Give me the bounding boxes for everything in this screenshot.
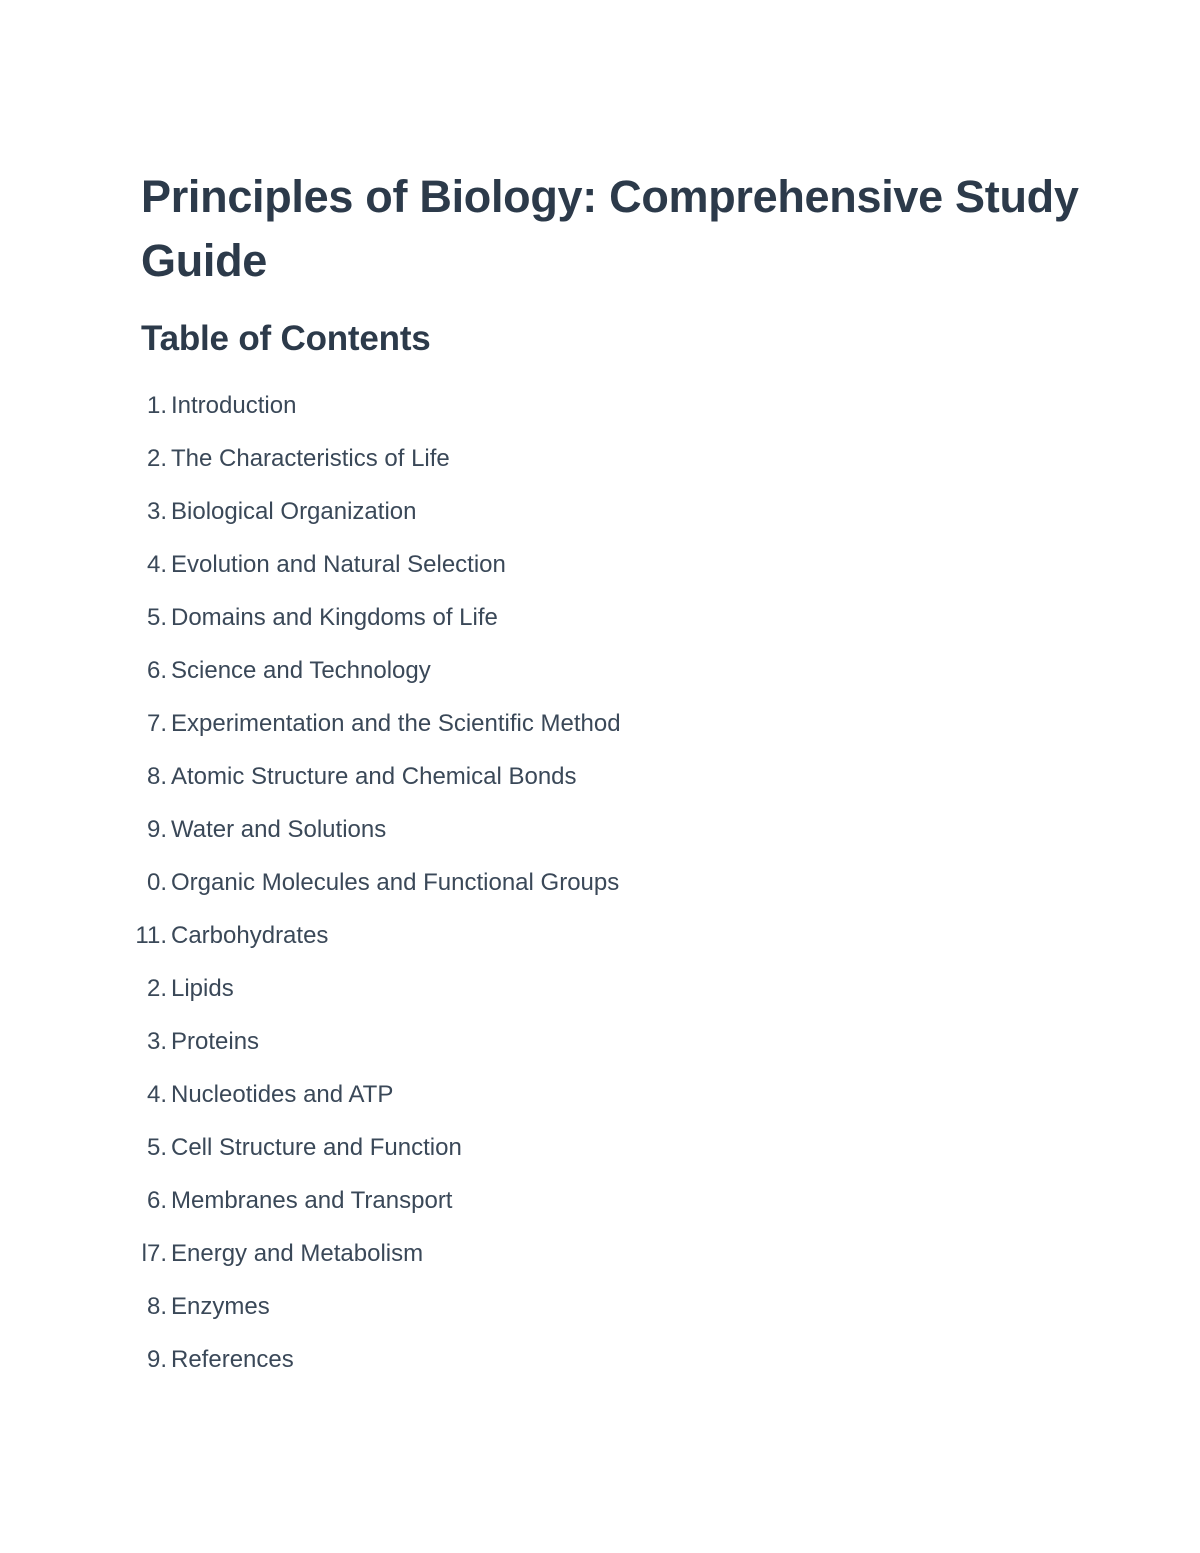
toc-item-number: 4. [146,1081,167,1108]
toc-item [0,432,1200,485]
toc-item-number: 6. [146,1187,167,1214]
toc-item-label: Carbohydrates [171,922,329,949]
toc-item [0,1015,1200,1068]
toc-item [0,856,1200,909]
toc-item-number: 4. [146,551,167,578]
toc-item-number: 3. [146,1028,167,1055]
toc-item [0,591,1200,644]
toc-item-label: Membranes and Transport [171,1187,453,1214]
toc-item [0,1174,1200,1227]
toc-item [0,1068,1200,1121]
toc-item [0,1280,1200,1333]
toc-item-number: 2. [146,445,167,472]
toc-item [0,644,1200,697]
toc-item-number: 8. [146,763,167,790]
toc-item-label: Organic Molecules and Functional Groups [171,869,620,896]
toc-item-number: 5. [146,1134,167,1161]
toc-item [0,1227,1200,1280]
toc-item [0,962,1200,1015]
document-title: Principles of Biology: Comprehensive Study Guide [141,171,1079,286]
toc-item-label: References [171,1346,294,1373]
toc-item [0,1121,1200,1174]
toc-item-label: Biological Organization [171,498,417,525]
toc-item-label: Science and Technology [171,657,431,684]
toc-item-number: 1. [146,392,167,419]
toc-item-number: 7. [146,710,167,737]
toc-item [0,750,1200,803]
toc-item [0,485,1200,538]
toc-item-number: 5. [146,604,167,631]
toc-item-label: Lipids [171,975,234,1002]
toc-item-number: 3. [146,498,167,525]
toc-item-label: The Characteristics of Life [171,445,450,472]
toc-item-label: Evolution and Natural Selection [171,551,506,578]
toc-item-label: Domains and Kingdoms of Life [171,604,498,631]
toc-item-number: 9. [146,816,167,843]
toc-item [0,697,1200,750]
toc-item-number: 11. [135,922,167,949]
toc-item-label: Experimentation and the Scientific Method [171,710,621,737]
toc-item-number: 6. [146,657,167,684]
toc-item-number: l7. [141,1240,167,1267]
toc-item [0,1333,1200,1386]
toc-item-number: 2. [146,975,167,1002]
toc-item-label: Introduction [171,392,297,419]
toc-heading: Table of Contents [141,319,431,358]
toc-item-label: Water and Solutions [171,816,387,843]
toc-item-label: Proteins [171,1028,260,1055]
toc-item-label: Cell Structure and Function [171,1134,462,1161]
toc-item-label: Enzymes [171,1293,270,1320]
toc-item-number: 0. [146,869,167,896]
toc-item-number: 9. [146,1346,167,1373]
toc-item [0,909,1200,962]
toc-item [0,803,1200,856]
toc-item [0,379,1200,432]
toc-item-label: Energy and Metabolism [171,1240,424,1267]
toc-item-number: 8. [146,1293,167,1320]
toc-item-label: Nucleotides and ATP [171,1081,394,1108]
toc-item [0,538,1200,591]
table-of-contents [0,379,1200,1386]
toc-item-label: Atomic Structure and Chemical Bonds [171,763,577,790]
